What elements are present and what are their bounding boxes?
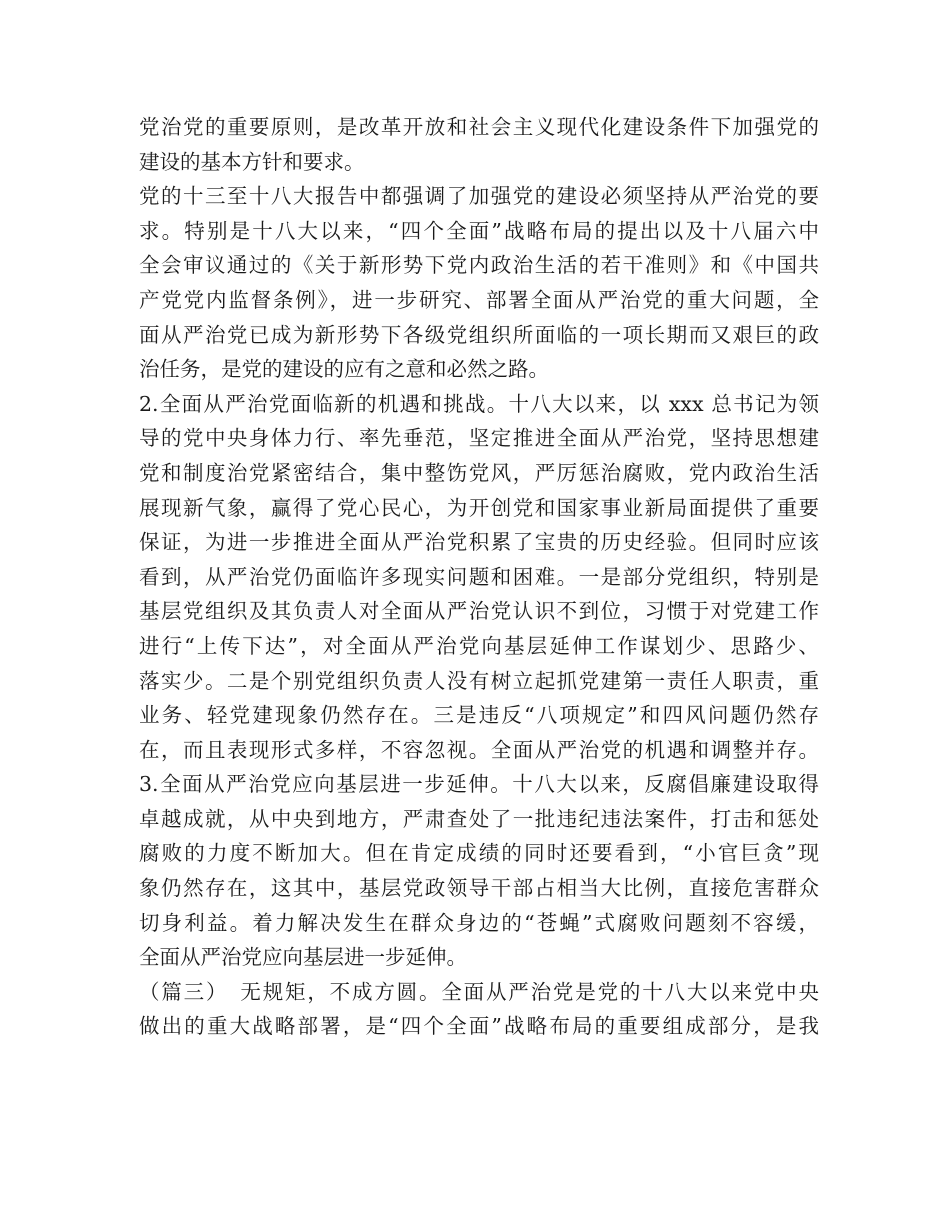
- text-line: 展现新气象，赢得了党心民心，为开创党和国家事业新局面提供了重要: [139, 495, 819, 520]
- text-line: 求。特别是十八大以来，“四个全面”战略布局的提出以及十八届六中: [139, 218, 819, 243]
- text-line: 在，而且表现形式多样，不容忽视。全面从严治党的机遇和调整并存。: [139, 737, 819, 762]
- text-line: 象仍然存在，这其中，基层党政领导干部占相当大比例，直接危害群众: [139, 876, 819, 901]
- text-line: 卓越成就，从中央到地方，严肃查处了一批违纪违法案件，打击和惩处: [139, 806, 819, 831]
- document-body: [139, 110, 819, 1044]
- text-line: 保证，为进一步推进全面从严治党积累了宝贵的历史经验。但同时应该: [139, 530, 819, 555]
- text-line: 腐败的力度不断加大。但在肯定成绩的同时还要看到，“小官巨贪”现: [139, 841, 819, 866]
- text-line: 面从严治党已成为新形势下各级党组织所面临的一项长期而又艰巨的政: [139, 322, 819, 347]
- text-line: 3.全面从严治党应向基层进一步延伸。十八大以来，反腐倡廉建设取得: [139, 772, 819, 797]
- text-line: 进行“上传下达”，对全面从严治党向基层延伸工作谋划少、思路少、: [139, 633, 819, 658]
- text-line: （篇三） 无规矩，不成方圆。全面从严治党是党的十八大以来党中央: [139, 979, 819, 1004]
- text-line: 党和制度治党紧密结合，集中整饬党风，严厉惩治腐败，党内政治生活: [139, 460, 819, 485]
- text-line: 全面从严治党应向基层进一步延伸。: [139, 945, 467, 970]
- text-line: 切身利益。着力解决发生在群众身边的“苍蝇”式腐败问题刻不容缓，: [139, 910, 819, 935]
- text-line: 业务、轻党建现象仍然存在。三是违反“八项规定”和四风问题仍然存: [139, 703, 819, 728]
- text-line: 党的十三至十八大报告中都强调了加强党的建设必须坚持从严治党的要: [139, 184, 819, 209]
- text-line: 全会审议通过的《关于新形势下党内政治生活的若干准则》和《中国共: [139, 253, 819, 278]
- text-line: 导的党中央身体力行、率先垂范，坚定推进全面从严治党，坚持思想建: [139, 426, 819, 451]
- text-line: 治任务，是党的建设的应有之意和必然之路。: [139, 357, 549, 382]
- text-line: 做出的重大战略部署，是“四个全面”战略布局的重要组成部分，是我: [139, 1014, 819, 1039]
- text-line: 落实少。二是个别党组织负责人没有树立起抓党建第一责任人职责，重: [139, 668, 819, 693]
- text-line: 看到，从严治党仍面临许多现实问题和困难。一是部分党组织，特别是: [139, 564, 819, 589]
- text-line: 2.全面从严治党面临新的机遇和挑战。十八大以来，以 xxx 总书记为领: [139, 391, 819, 416]
- text-line: 产党党内监督条例》，进一步研究、部署全面从严治党的重大问题，全: [139, 287, 819, 312]
- text-line: 党治党的重要原则，是改革开放和社会主义现代化建设条件下加强党的: [139, 115, 819, 139]
- text-line: 建设的基本方针和要求。: [139, 149, 365, 174]
- text-line: 基层党组织及其负责人对全面从严治党认识不到位，习惯于对党建工作: [139, 599, 819, 624]
